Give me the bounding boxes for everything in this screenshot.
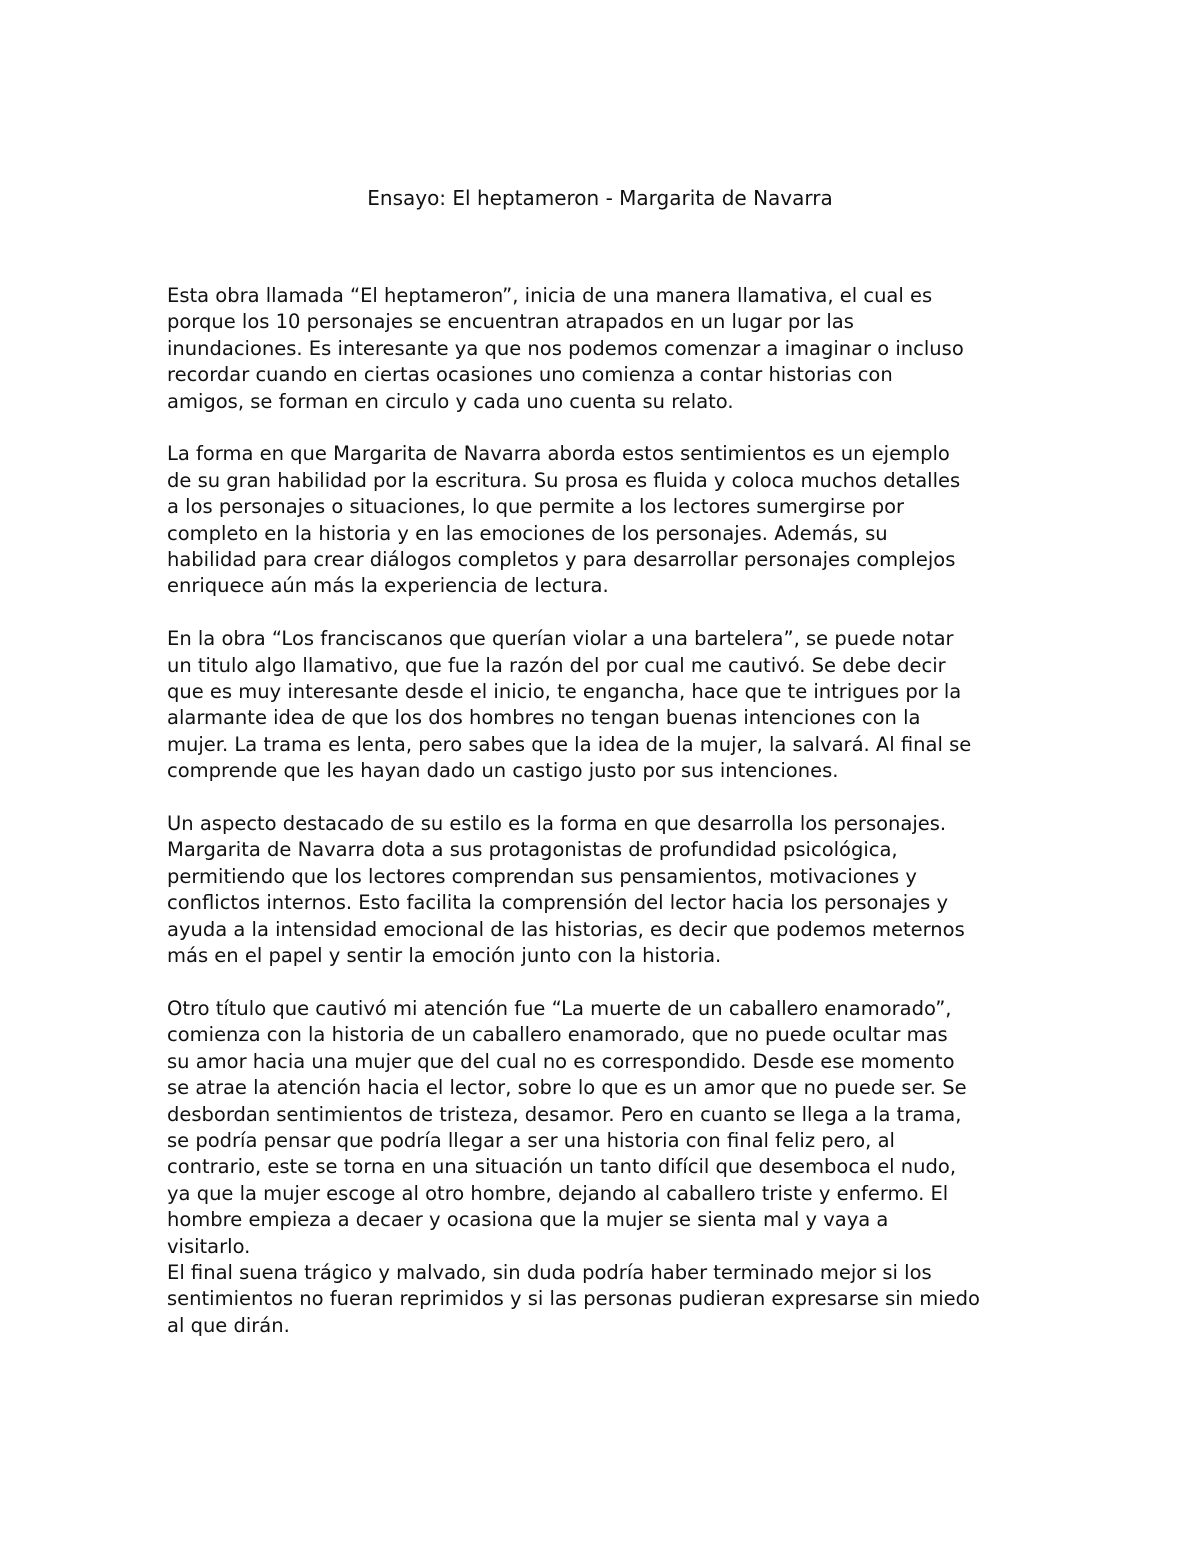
text-line: se atrae la atención hacia el lector, sobre lo que es un amor que no puede ser. Se [167,1076,967,1100]
text-line: conflictos internos. Esto facilita la comprensión del lector hacia los personajes y [167,891,949,915]
text-line: permitiendo que los lectores comprendan sus pensamientos, motivaciones y [167,864,917,888]
text-line: Margarita de Navarra dota a sus protagonistas de profundidad psicológica, [167,838,898,862]
text-line: amigos, se forman en circulo y cada uno cuenta su relato. [167,389,734,413]
text-line: un titulo algo llamativo, que fue la razón del por cual me cautivó. Se debe decir [167,653,946,677]
text-line: Un aspecto destacado de su estilo es la forma en que desarrolla los personajes. [167,812,947,836]
document-title: Ensayo: El heptameron - Margarita de Navarra [367,186,833,210]
document-body [167,283,1047,1339]
text-line: al que dirán. [167,1313,290,1337]
text-line: comienza con la historia de un caballero enamorado, que no puede ocultar mas [167,1023,948,1047]
text-line: enriquece aún más la experiencia de lectura. [167,574,609,598]
text-line: El final suena trágico y malvado, sin duda podría haber terminado mejor si los [167,1260,932,1284]
text-line: de su gran habilidad por la escritura. Su prosa es fluida y coloca muchos detalles [167,468,961,492]
text-line: recordar cuando en ciertas ocasiones uno comienza a contar historias con [167,363,893,387]
text-line: Esta obra llamada “El heptameron”, inicia de una manera llamativa, el cual es [167,284,933,307]
text-line: mujer. La trama es lenta, pero sabes que la idea de la mujer, la salvará. Al final se [167,732,972,756]
paragraph-5 [167,996,1047,1260]
text-line: comprende que les hayan dado un castigo justo por sus intenciones. [167,759,839,783]
text-line: se podría pensar que podría llegar a ser una historia con final feliz pero, al [167,1128,895,1152]
text-line: desbordan sentimientos de tristeza, desamor. Pero en cuanto se llega a la trama, [167,1102,962,1126]
text-line: a los personajes o situaciones, lo que permite a los lectores sumergirse por [167,495,905,519]
text-line: hombre empieza a decaer y ocasiona que la mujer se sienta mal y vaya a [167,1208,889,1232]
text-line: ya que la mujer escoge al otro hombre, dejando al caballero triste y enfermo. El [167,1181,949,1205]
text-line: ayuda a la intensidad emocional de las historias, es decir que podemos meternos [167,917,965,941]
text-line: que es muy interesante desde el inicio, te engancha, hace que te intrigues por la [167,680,962,704]
paragraph-2 [167,441,1047,599]
paragraph-6 [167,1260,1047,1339]
paragraph-1 [167,283,1047,415]
text-line: porque los 10 personajes se encuentran atrapados en un lugar por las [167,310,854,334]
text-line: visitarlo. [167,1234,251,1258]
text-line: alarmante idea de que los dos hombres no tengan buenas intenciones con la [167,706,921,730]
paragraph-3 [167,626,1047,784]
paragraph-4 [167,811,1047,969]
text-line: En la obra “Los franciscanos que querían violar a una bartelera”, se puede notar [167,627,954,651]
text-line: más en el papel y sentir la emoción junto con la historia. [167,944,722,968]
text-line: su amor hacia una mujer que del cual no es correspondido. Desde ese momento [167,1049,955,1073]
text-line: contrario, este se torna en una situación un tanto difícil que desemboca el nudo, [167,1155,957,1179]
text-line: sentimientos no fueran reprimidos y si las personas pudieran expresarse sin miedo [167,1287,980,1311]
text-line: habilidad para crear diálogos completos y para desarrollar personajes complejos [167,548,956,572]
text-line: La forma en que Margarita de Navarra aborda estos sentimientos es un ejemplo [167,442,950,466]
text-line: Otro título que cautivó mi atención fue “La muerte de un caballero enamorado”, [167,996,952,1020]
text-line: inundaciones. Es interesante ya que nos podemos comenzar a imaginar o incluso [167,336,964,360]
text-line: completo en la historia y en las emociones de los personajes. Además, su [167,521,888,545]
